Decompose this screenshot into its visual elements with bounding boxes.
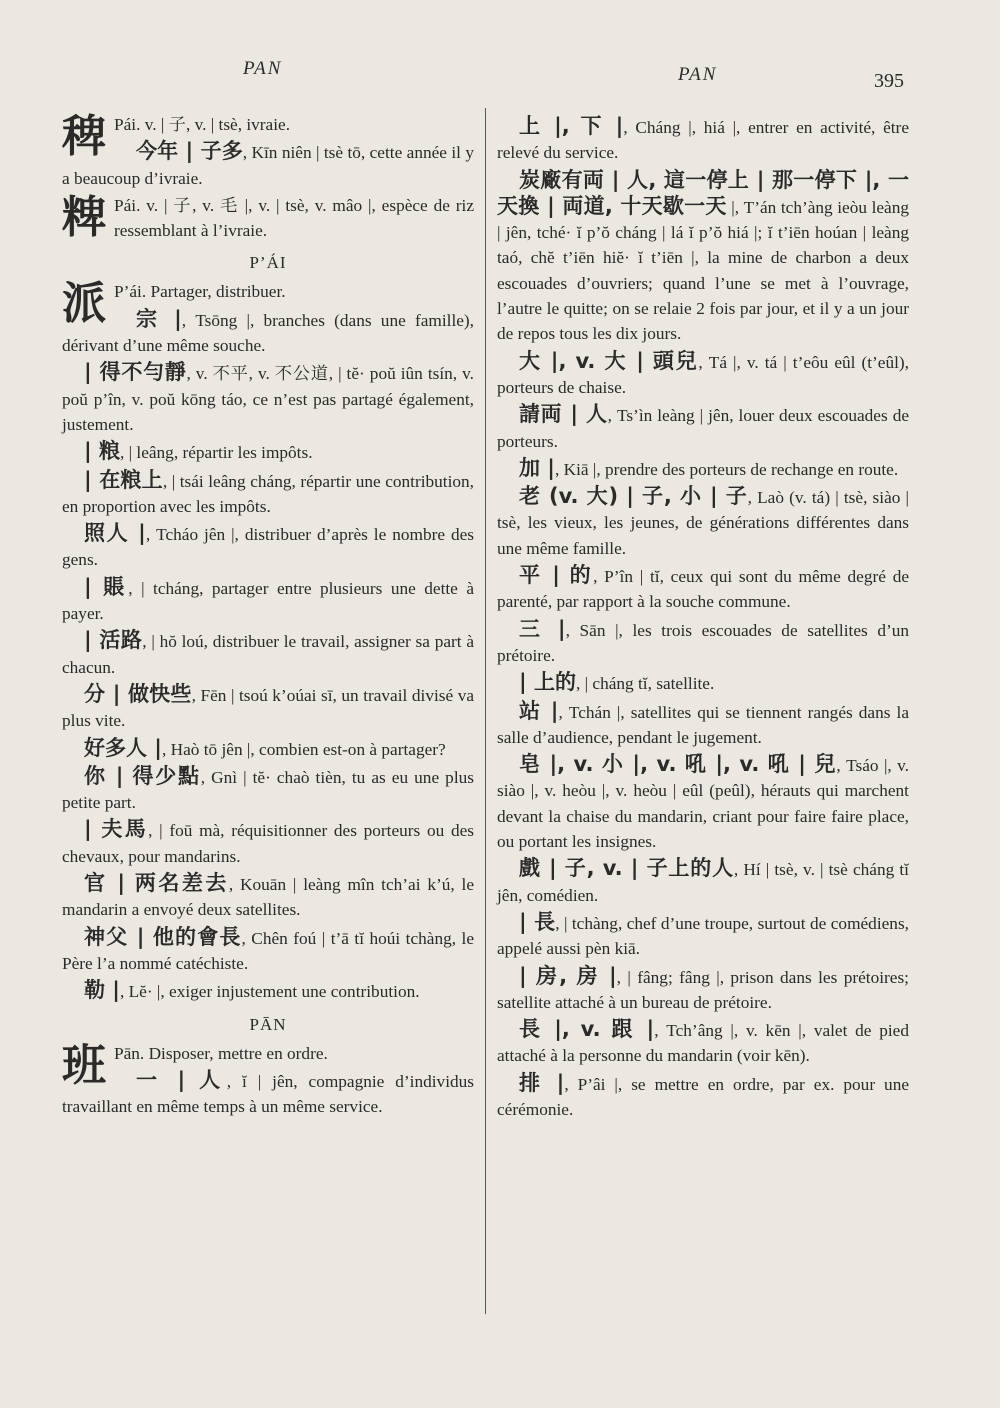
entry-headword: | 夫馬 bbox=[84, 817, 149, 842]
entry-definition: , P’âi |, se mettre en ordre, par ex. pour une cérémonie. bbox=[497, 1074, 910, 1119]
entry-definition: , Hí | tsè, v. | tsè cháng tĭ jên, comédien. bbox=[497, 860, 909, 905]
dictionary-entry bbox=[497, 910, 909, 962]
entry-headword: 好多人 | bbox=[84, 735, 162, 760]
entry-definition: , | fâng; fâng |, prison dans les prétoires; satellite attaché à un bureau de prétoire. bbox=[497, 967, 909, 1012]
dictionary-entry bbox=[497, 1017, 909, 1069]
entry-definition: , Tchán |, satellites qui se tiennent rangés dans la salle d’audience, pendant le jugement. bbox=[497, 702, 909, 747]
entry-headword: 你 | 得少點 bbox=[84, 763, 201, 788]
entry-definition: , | leâng, répartir les impôts. bbox=[119, 443, 313, 463]
entry-definition: Pān. Disposer, mettre en ordre. bbox=[114, 1043, 328, 1063]
entry-definition: , Chên foú | t’ā tĭ hoúi tchàng, le Père l’a nommé catéchiste. bbox=[62, 928, 474, 973]
running-head-left: PAN bbox=[243, 58, 283, 79]
entry-headword: | 粮 bbox=[84, 439, 120, 464]
entry-definition: P’ái. Partager, distribuer. bbox=[114, 282, 286, 302]
entry-definition: , Fēn | tsoú k’oúai sī, un travail divisé va plus vite. bbox=[62, 685, 475, 731]
entry-headword: 神父 | 他的會長 bbox=[84, 924, 242, 949]
entry-headword: | 在粮上 bbox=[84, 467, 163, 492]
dictionary-entry bbox=[497, 617, 909, 669]
entry-definition: , Tch’âng |, v. kēn |, valet de pied attaché à la personne du mandarin (voir kēn). bbox=[497, 1021, 909, 1066]
entry-definition: Pái. v. | 子, v. | tsè, ivraie. bbox=[114, 115, 291, 134]
dictionary-entry bbox=[62, 360, 474, 437]
entry-definition: , | hŏ loú, distribuer le travail, assigner sa part à chacun. bbox=[62, 632, 474, 677]
running-head-right: PAN bbox=[678, 64, 718, 85]
entry-headword: 平 | 的 bbox=[519, 563, 594, 588]
dictionary-entry bbox=[62, 817, 474, 869]
entry-headword: 今年 | 子多 bbox=[136, 139, 243, 164]
entry-definition: , ĭ | jên, compagnie d’individus travaillant en même temps à un même service. bbox=[62, 1071, 474, 1117]
entry-definition: , Haò tō jên |, combien est-on à partager? bbox=[161, 739, 446, 759]
entry-headword: | 活路 bbox=[84, 628, 143, 653]
entry-headword: 照人 | bbox=[84, 521, 146, 546]
entry-headword: 老 (v. 大) | 子, 小 | 子 bbox=[519, 484, 748, 509]
dictionary-entry bbox=[62, 307, 474, 359]
main-entry bbox=[62, 193, 474, 244]
entry-definition: , Laò (v. tá) | tsè, siào | tsè, les vieux, les jeunes, de générations différentes dans une même famille. bbox=[497, 488, 909, 558]
entry-headword: | 得不勻靜 bbox=[84, 360, 187, 385]
entry-definition: , Cháng |, hiá |, entrer en activité, être relevé du service. bbox=[497, 118, 909, 163]
entry-definition: , Sān |, les trois escouades de satellites d’un prétoire. bbox=[497, 620, 910, 665]
entry-headword: 大 |, v. 大 | 頭兒 bbox=[519, 348, 699, 373]
dictionary-entry bbox=[62, 139, 474, 191]
page-number: 395 bbox=[874, 70, 904, 92]
dictionary-entry bbox=[62, 736, 474, 762]
entry-headword: 宗 | bbox=[136, 306, 182, 331]
entry-definition: , | cháng tĭ, satellite. bbox=[575, 674, 715, 694]
entry-definition: , Tsōng |, branches (dans une famille), dérivant d’une même souche. bbox=[62, 310, 474, 356]
entry-headword: | 長 bbox=[519, 909, 556, 934]
entry-headword: 一 | 人 bbox=[136, 1067, 227, 1092]
entry-definition: , Gnì | tĕ· chaò tièn, tu as eu une plus petite part. bbox=[62, 767, 474, 813]
dictionary-entry bbox=[497, 1071, 909, 1123]
section-heading: PĀN bbox=[249, 1014, 287, 1034]
section-heading: P’ÁI bbox=[249, 253, 287, 273]
dictionary-entry bbox=[62, 925, 474, 977]
entry-headword: | 上的 bbox=[519, 670, 576, 695]
entry-headword: 皂 |, v. 小 |, v. 吼 |, v. 吼 | 兒 bbox=[519, 752, 837, 777]
dictionary-entry bbox=[62, 521, 474, 573]
dictionary-entry bbox=[62, 439, 474, 465]
dictionary-entry bbox=[497, 456, 909, 482]
dictionary-entry bbox=[62, 468, 474, 520]
dictionary-entry bbox=[497, 114, 909, 166]
entry-headword: | 房, 房 | bbox=[519, 963, 617, 988]
entry-definition: , Tá |, v. tá | t’eôu eûl (t’eûl), porteurs de chaise. bbox=[497, 352, 909, 397]
dictionary-entry bbox=[497, 699, 909, 751]
dictionary-entry bbox=[497, 964, 909, 1016]
dictionary-entry bbox=[497, 752, 909, 854]
dictionary-entry bbox=[62, 575, 474, 627]
dictionary-entry bbox=[497, 670, 909, 696]
entry-character: 稗 bbox=[62, 111, 106, 162]
left-column bbox=[62, 112, 474, 1121]
entry-headword: 加 | bbox=[519, 455, 555, 480]
dictionary-entry bbox=[62, 628, 474, 680]
dictionary-entry bbox=[62, 871, 474, 923]
entry-headword: 分 | 做快些 bbox=[84, 681, 192, 706]
entry-definition: , Kīn niên | tsè tō, cette année il y a beaucoup d’ivraie. bbox=[62, 143, 474, 188]
entry-character: 派 bbox=[62, 278, 106, 330]
entry-headword: 勒 | bbox=[84, 978, 120, 1003]
entry-definition: Pái. v. | 子, v. 毛 |, v. | tsè, v. mâo |, espèce de riz ressemblant à l’ivraie. bbox=[114, 195, 474, 241]
entry-definition: , | tcháng, partager entre plusieurs une dette à payer. bbox=[62, 578, 474, 624]
column-divider bbox=[485, 108, 486, 1314]
entry-headword: 請両 | 人 bbox=[519, 402, 608, 427]
dictionary-entry bbox=[497, 484, 909, 561]
entry-headword: 三 | bbox=[519, 616, 566, 641]
entry-definition: , Lĕ· |, exiger injustement une contribution. bbox=[119, 982, 420, 1002]
entry-definition: , | tsái leâng cháng, répartir une contribution, en proportion avec les impôts. bbox=[62, 471, 475, 516]
entry-headword: 炭廠有両 | 人, 這一停上 | 那一停下 |, 一天換 | 両道, 十天歇一天 bbox=[497, 167, 909, 218]
entry-definition: , v. 不平, v. 不公道, | tĕ· poŭ iûn tsín, v. poŭ p’în, v. poŭ kōng táo, ce n’est pas partagé également, justement. bbox=[62, 364, 474, 434]
dictionary-entry bbox=[497, 168, 909, 347]
entry-headword: 排 | bbox=[519, 1070, 565, 1095]
entry-definition: , Kiā |, prendre des porteurs de rechange en route. bbox=[554, 459, 899, 479]
dictionary-entry bbox=[62, 978, 474, 1004]
dictionary-entry bbox=[62, 764, 474, 816]
entry-definition: , | tchàng, chef d’une troupe, surtout de comédiens, appelé aussi pèn kiā. bbox=[497, 913, 909, 959]
dictionary-entry bbox=[62, 1068, 474, 1120]
entry-definition: , P’în | tĭ, ceux qui sont du même degré de parenté, par rapport à la souche commune. bbox=[497, 567, 909, 612]
main-entry bbox=[62, 278, 474, 330]
entry-headword: 站 | bbox=[519, 698, 559, 723]
entry-character: 班 bbox=[62, 1039, 106, 1091]
dictionary-entry bbox=[62, 682, 474, 734]
entry-headword: 長 |, v. 跟 | bbox=[519, 1017, 655, 1042]
entry-headword: 官 | 两名差去 bbox=[84, 871, 229, 896]
entry-headword: | 賬 bbox=[84, 574, 129, 599]
entry-definition: |, T’án tch’àng ieòu leàng | jên, tché· ĭ p’ŏ cháng | lá ĭ p’ŏ hiá |; ĭ t’iēn hoúan | leàng taó, chĕ t’iēn hiĕ· ĭ t’iēn |, la mine de charbon a deux escouades d’ouvriers; quand l’une se met à l’ouvrage, l’autre le quitte; on se relaie 2 fois par jour, et il y a un jour de repos tous les dix jours. bbox=[497, 197, 909, 344]
entry-definition: , | foū mà, réquisitionner des porteurs ou des chevaux, pour mandarins. bbox=[62, 821, 474, 866]
right-column bbox=[497, 114, 909, 1124]
dictionary-entry bbox=[497, 856, 909, 908]
dictionary-entry bbox=[497, 349, 909, 401]
entry-headword: 戲 | 子, v. | 子上的人 bbox=[519, 856, 734, 881]
entry-character: 粺 bbox=[62, 191, 106, 243]
entry-definition: , Ts’ìn leàng | jên, louer deux escouades de porteurs. bbox=[497, 406, 909, 451]
entry-headword: 上 |, 下 | bbox=[519, 114, 624, 138]
dictionary-entry bbox=[497, 402, 909, 454]
entry-definition: , Tcháo jên |, distribuer d’après le nombre des gens. bbox=[62, 525, 474, 570]
dictionary-entry bbox=[497, 563, 909, 615]
entry-definition: , Tsáo |, v. siào |, v. heòu |, v. heòu | eûl (peûl), hérauts qui marchent devant la chaise du mandarin, criant pour faire faire place, ou portant les insignes. bbox=[497, 756, 909, 852]
entry-definition: , Kouān | leàng mîn tch’ai k’ú, le mandarin a envoyé deux satellites. bbox=[62, 875, 474, 920]
